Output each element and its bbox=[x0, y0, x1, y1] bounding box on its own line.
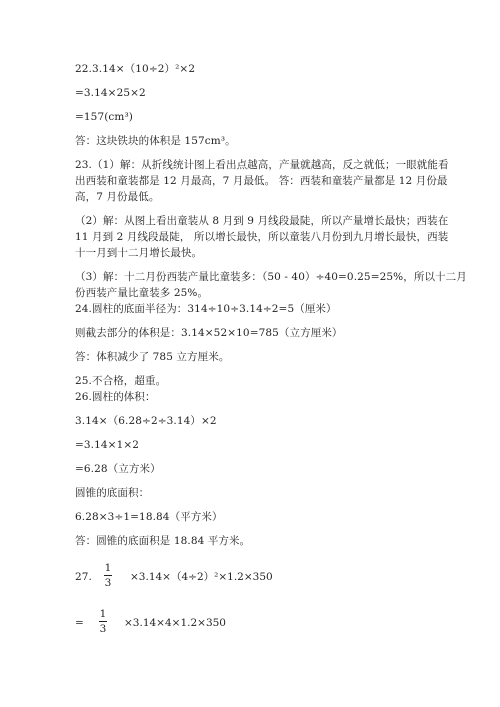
q23-p1-line2: 出西装和童装都是 12 月最高，7 月最低。 答：西装和童装产量都是 12 月份最 bbox=[75, 175, 448, 187]
q23-p1-line1: 23.（1）解：从折线统计图上看出点越高，产量就越高，反之就低；一眼就能看 bbox=[75, 159, 449, 171]
q27-fraction-1 bbox=[104, 562, 112, 589]
fraction-bar bbox=[104, 575, 112, 576]
q24-line2: 则截去部分的体积是：3.14×52×10=785（立方厘米） bbox=[75, 327, 343, 339]
q27-fraction-2-numerator: 1 bbox=[99, 608, 107, 620]
q22-line1: 22.3.14×（10÷2）²×2 bbox=[75, 63, 196, 75]
q26-line1: 26.圆柱的体积： bbox=[75, 391, 156, 403]
q22-answer: 答：这块铁块的体积是 157cm³。 bbox=[75, 135, 236, 147]
q27-equals: = bbox=[75, 617, 84, 629]
q27-expression-1: ×3.14×（4÷2）²×1.2×350 bbox=[130, 571, 273, 583]
q27-expression-2: ×3.14×4×1.2×350 bbox=[124, 617, 226, 629]
q26-answer: 答：圆锥的底面积是 18.84 平方米。 bbox=[75, 535, 251, 547]
q25-line1: 25.不合格，超重。 bbox=[75, 375, 167, 387]
q23-p3-line2: 份西装产量比童装多 25%。 bbox=[75, 287, 209, 299]
q26-line4: =6.28（立方米） bbox=[75, 463, 161, 475]
q27-label: 27. bbox=[75, 571, 92, 583]
q24-answer: 答：体积减少了 785 立方厘米。 bbox=[75, 351, 230, 363]
q27-fraction-1-numerator: 1 bbox=[104, 562, 112, 574]
q27-fraction-2 bbox=[99, 608, 107, 635]
q26-line5: 圆锥的底面积： bbox=[75, 487, 150, 499]
q26-line2: 3.14×（6.28÷2÷3.14）×2 bbox=[75, 415, 217, 427]
q23-p2-line3: 十一月到十二月增长最快。 bbox=[75, 247, 203, 259]
q23-p3-line1: （3）解：十二月份西装产量比童装多：（50 - 40）÷40=0.25=25%，所以十二月 bbox=[75, 271, 467, 283]
q23-p2-line2: 11 月到 2 月线段最陡， 所以增长最快，所以童装八月份到九月增长最快，西装 bbox=[75, 231, 449, 243]
q22-line3: =157(cm³) bbox=[75, 111, 133, 123]
q22-line2: =3.14×25×2 bbox=[75, 87, 146, 99]
q23-p2-line1: （2）解：从图上看出童装从 8 月到 9 月线段最陡，所以产量增长最快；西装在 bbox=[75, 215, 449, 227]
fraction-bar bbox=[99, 621, 107, 622]
q23-p1-line3: 高，7 月份最低。 bbox=[75, 191, 160, 203]
q24-line1: 24.圆柱的底面半径为：314÷10÷3.14÷2=5（厘米） bbox=[75, 303, 337, 315]
q26-line3: =3.14×1×2 bbox=[75, 439, 140, 451]
q26-line6: 6.28×3÷1=18.84（平方米） bbox=[75, 511, 223, 523]
q27-fraction-2-denominator: 3 bbox=[99, 623, 107, 635]
q27-fraction-1-denominator: 3 bbox=[104, 577, 112, 589]
